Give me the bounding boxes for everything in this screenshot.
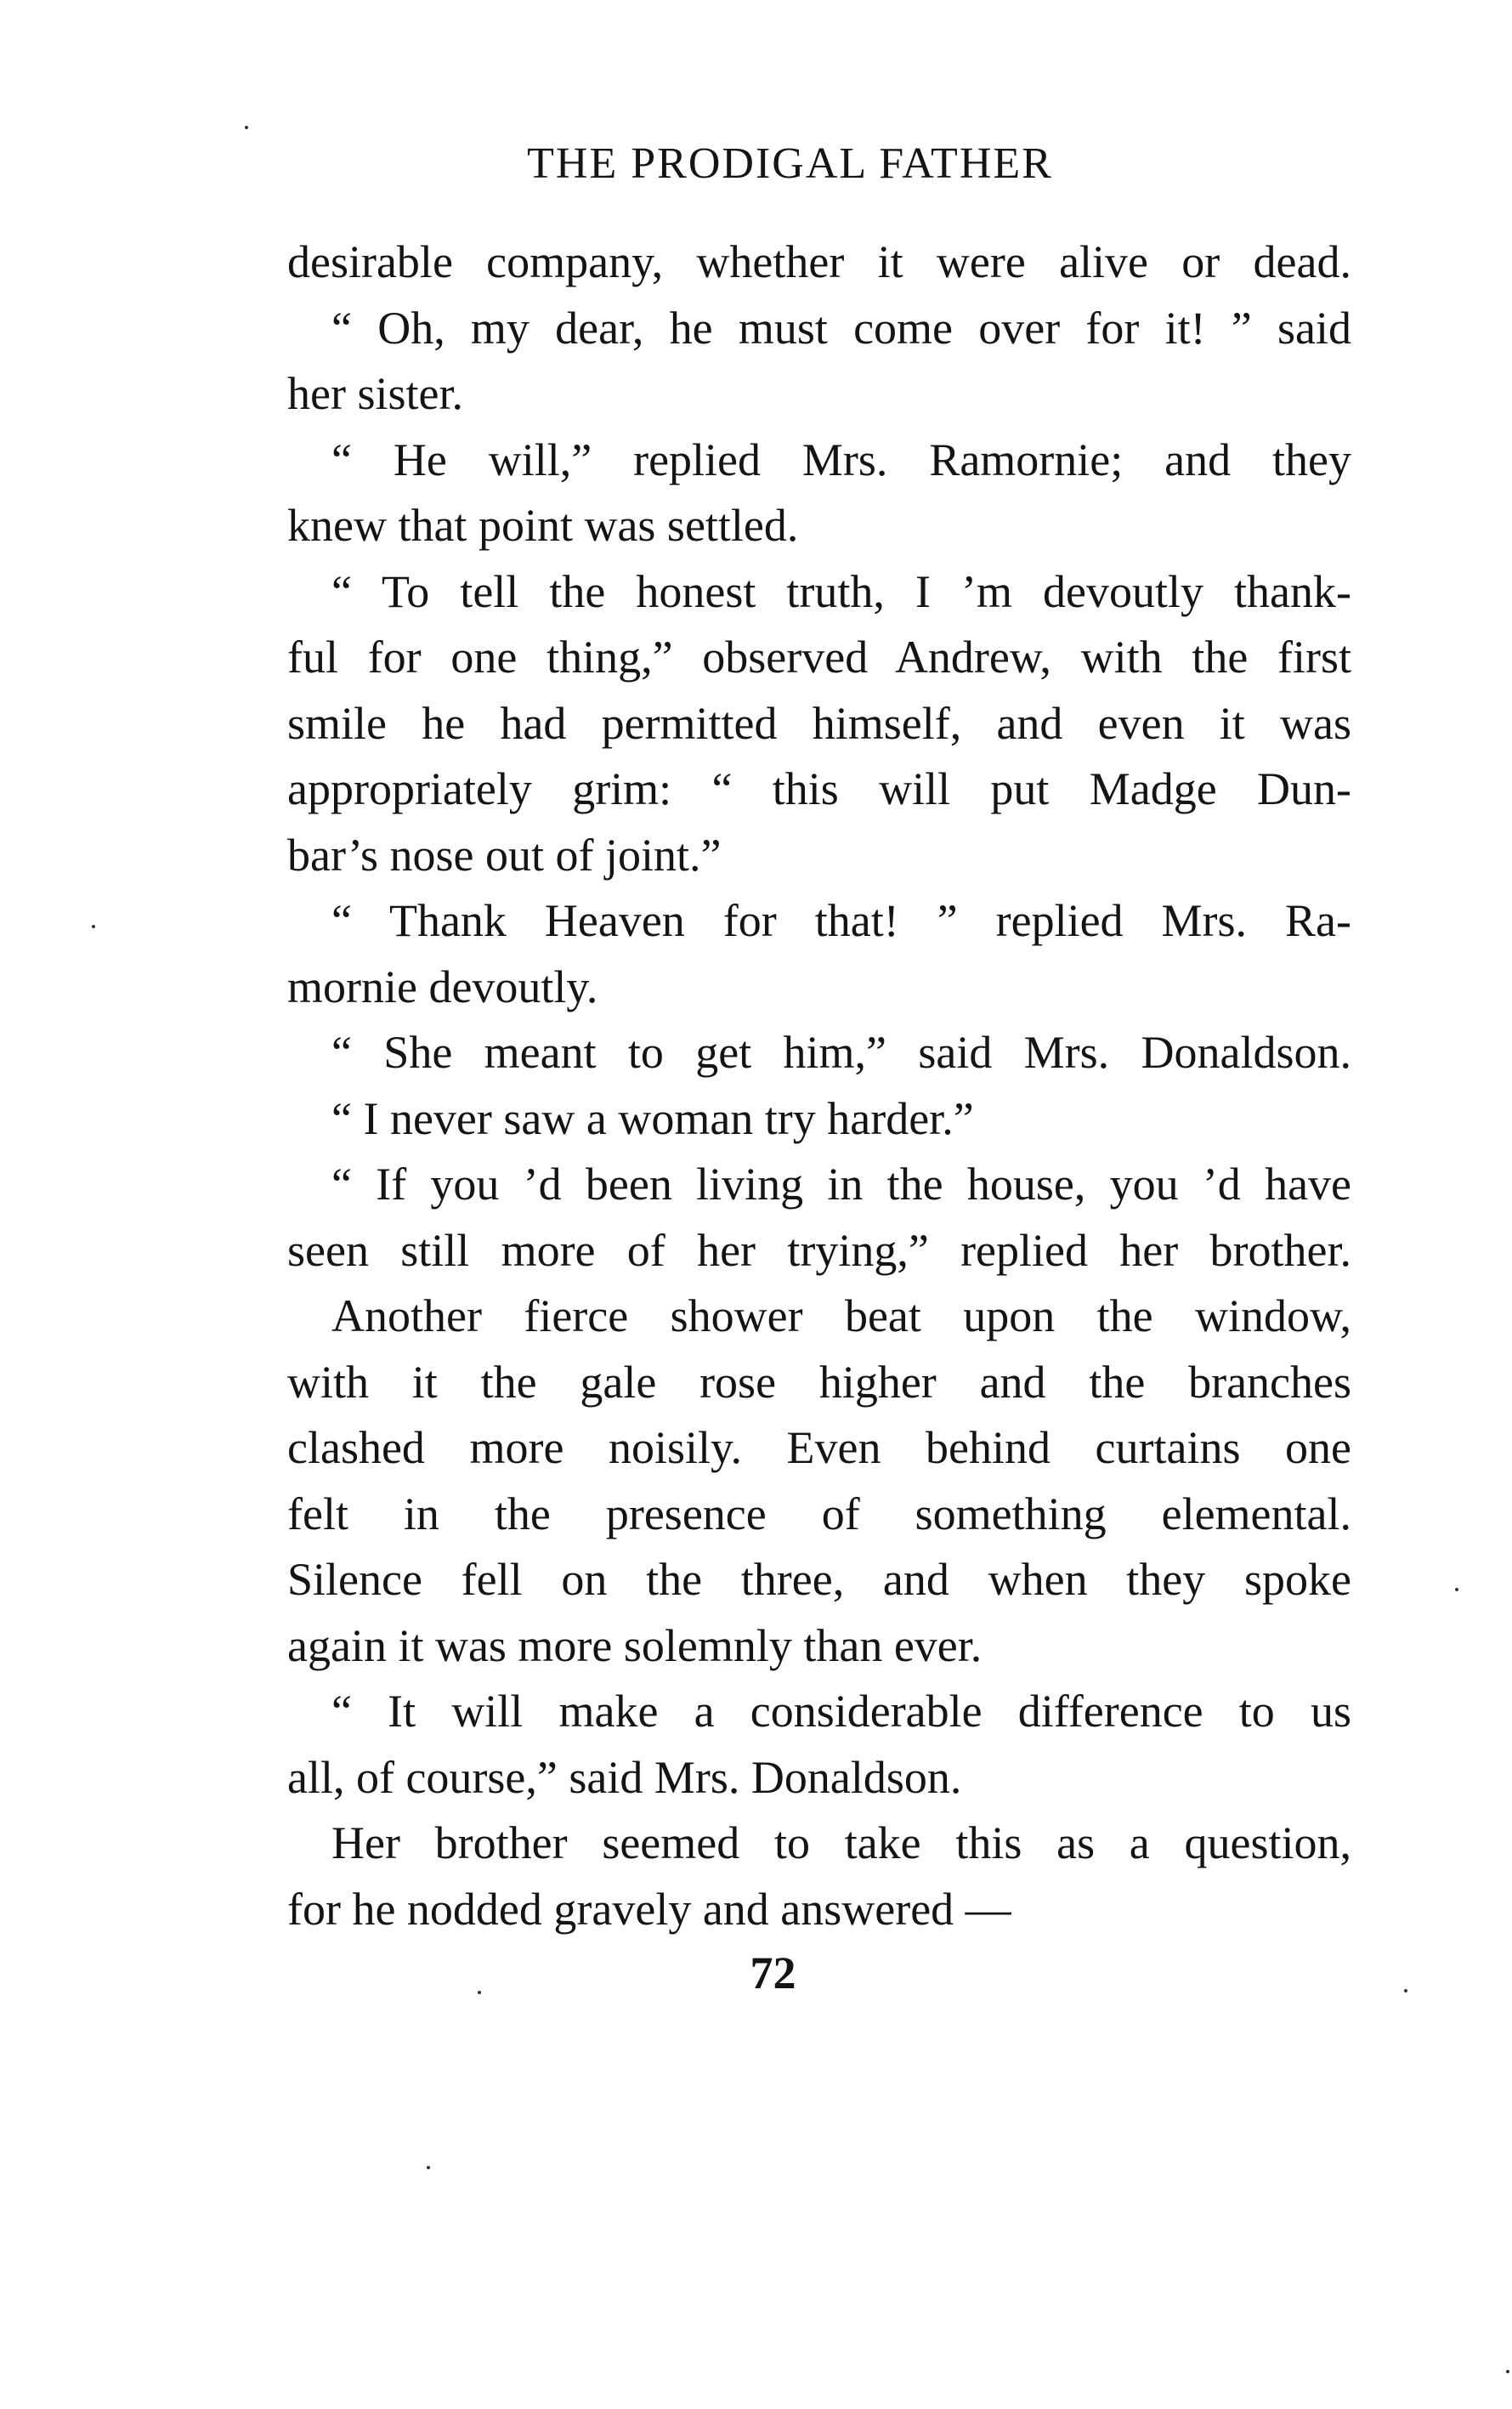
text-line: for he nodded gravely and answered — [287, 1883, 1011, 1935]
text-line: clashed more noisily. Even behind curtains one [287, 1422, 1351, 1473]
scan-speck [427, 2166, 430, 2169]
text-line: appropriately grim: “ this will put Madge Dun- [287, 763, 1351, 814]
running-head: THE PRODIGAL FATHER [527, 139, 1053, 188]
text-line: “ Oh, my dear, he must come over for it! ” said [331, 302, 1351, 354]
text-line: Another fierce shower beat upon the window, [331, 1290, 1351, 1341]
page-number: 72 [750, 1947, 796, 1998]
scan-speck [478, 1991, 481, 1994]
scan-speck [1506, 2370, 1509, 2373]
text-line: smile he had permitted himself, and even it was [287, 697, 1351, 749]
text-line: mornie devoutly. [287, 961, 598, 1012]
text-line: “ I never saw a woman try harder.” [331, 1092, 974, 1144]
text-line: bar’s nose out of joint.” [287, 829, 722, 881]
text-line: seen still more of her trying,” replied her brother. [287, 1224, 1351, 1276]
text-line: all, of course,” said Mrs. Donaldson. [287, 1751, 962, 1803]
text-line: “ If you ’d been living in the house, you ’d have [331, 1159, 1351, 1210]
text-line: “ She meant to get him,” said Mrs. Donaldson. [331, 1027, 1351, 1078]
text-line: Silence fell on the three, and when they spoke [287, 1554, 1351, 1605]
text-line: “ To tell the honest truth, I ’m devoutly thank- [331, 565, 1351, 617]
scan-speck [1404, 1989, 1407, 1992]
text-line: ful for one thing,” observed Andrew, with the first [287, 632, 1351, 683]
text-line: felt in the presence of something elemental. [287, 1488, 1351, 1539]
text-line: Her brother seemed to take this as a question, [331, 1817, 1351, 1868]
text-line: “ Thank Heaven for that! ” replied Mrs. Ra- [331, 895, 1351, 946]
text-line: her sister. [287, 368, 463, 419]
scan-speck [1455, 1588, 1458, 1591]
text-line: with it the gale rose higher and the branches [287, 1356, 1351, 1408]
text-line: knew that point was settled. [287, 500, 799, 551]
text-line: “ He will,” replied Mrs. Ramornie; and they [331, 434, 1351, 485]
text-line: desirable company, whether it were alive or dead. [287, 236, 1351, 287]
text-line: again it was more solemnly than ever. [287, 1619, 983, 1671]
scan-speck [92, 925, 95, 928]
text-line: “ It will make a considerable difference to us [331, 1686, 1351, 1737]
body-text [287, 230, 1351, 1942]
scan-speck [245, 126, 248, 129]
